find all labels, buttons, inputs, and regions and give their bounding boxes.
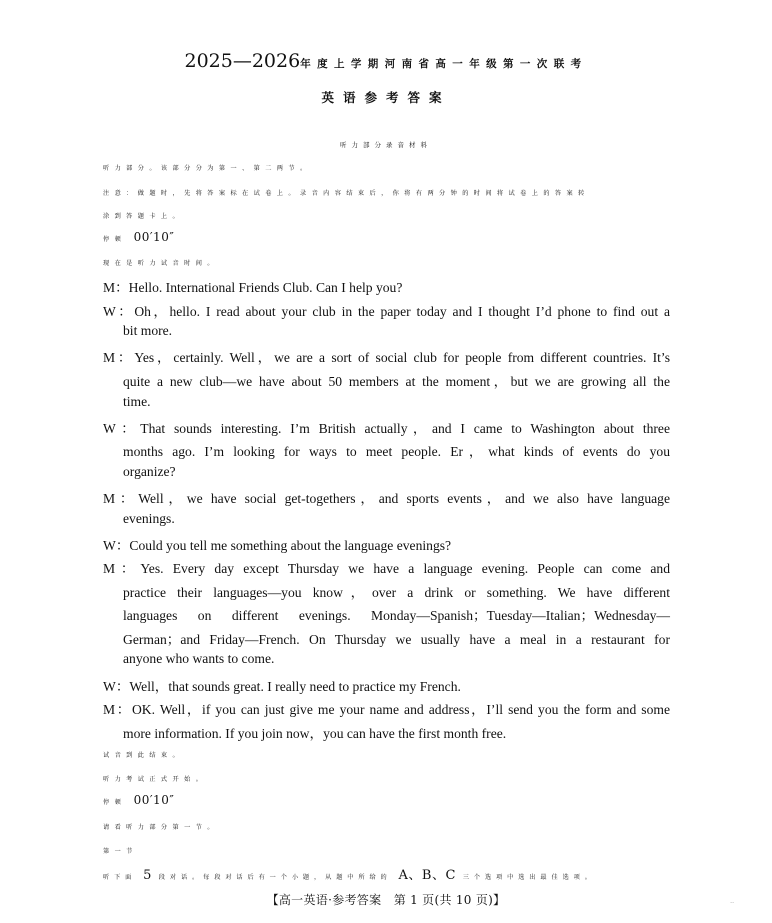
- dialogue-line: M：Hello. International Friends Club. Can I help you?: [103, 280, 403, 295]
- title-year: 2025—2026: [184, 50, 301, 72]
- dialogue-line: M：OK. Well，if you can just give me your name and address，I’ll send you the form and some: [103, 702, 670, 717]
- dialogue-line: months ago. I’m looking for ways to meet people. Er，what kinds of events do you: [123, 444, 670, 459]
- dialogue-line: M：Yes，certainly. Well，we are a sort of social club for people from different countries. It’s: [103, 350, 670, 365]
- dialogue-line: W：Well，that sounds great. I really need to practice my French.: [103, 679, 461, 694]
- pause-line-2: [103, 793, 174, 807]
- pause-line-1: [103, 230, 174, 244]
- page-subtitle: 英语参考答案: [321, 90, 451, 105]
- instr-pre: 听下面: [103, 874, 137, 881]
- pause-time: 00′10″: [133, 793, 175, 807]
- dialogue-line: W：Could you tell me something about the language evenings?: [103, 538, 452, 553]
- dialogue-line: German；and Friday—French. On Thursday we usually have a meal in a restaurant for: [123, 632, 670, 647]
- dialogue-line: quite a new club—we have about 50 members at the moment，but we are growing all the: [123, 374, 670, 389]
- dialogue-line: W：Oh，hello. I read about your club in the paper today and I thought I’d phone to find out a: [103, 304, 670, 319]
- section-one-label: 第一节: [103, 848, 138, 855]
- intro-line-2: 注意：做题时，先将答案标在试卷上。录音内容结束后，你将有两分钟的时间将试卷上的答案转: [103, 190, 590, 197]
- dialogue-line: evenings.: [123, 511, 175, 526]
- start-test-line: 听力考试正式开始。: [103, 776, 208, 783]
- dialogue-line: more information. If you join now，you can have the first month free.: [123, 726, 507, 741]
- dialogue-line: anyone who wants to come.: [123, 651, 275, 666]
- dialogue-line: time.: [123, 394, 151, 409]
- dialogue-line: W：That sounds interesting. I’m British actually，and I came to Washington about three: [103, 421, 670, 436]
- pause-time: 00′10″: [133, 230, 175, 244]
- pause-label: 停顿: [103, 799, 127, 806]
- instr-num: 5: [143, 868, 152, 883]
- dialogue-line: M：Well，we have social get-togethers，and sports events，and we also have language: [103, 491, 670, 506]
- dialogue-line: bit more.: [123, 323, 173, 338]
- section-heading: 听力部分录音材料: [340, 141, 432, 149]
- dialogue-line: languages on different evenings. Monday—Spanish；Tuesday—Italian；Wednesday—: [123, 608, 670, 623]
- dialogue-line: practice their languages—you know，over a drink or something. We have different: [123, 585, 670, 600]
- corner-mark: ··: [730, 900, 734, 907]
- page-title: [0, 50, 772, 72]
- instr-mid: 段对话。每段对话后有一个小题，从题中所给的: [158, 874, 392, 881]
- section-instructions: [103, 864, 596, 883]
- read-section-line: 请看听力部分第一节。: [103, 824, 219, 831]
- instr-post: 三个选项中选出最佳选项。: [462, 874, 596, 881]
- dialogue-line: M：Yes. Every day except Thursday we have a language evening. People can come and: [103, 561, 670, 576]
- intro-line-3: 涂到答题卡上。: [103, 213, 185, 220]
- instr-abc: A、B、C: [398, 868, 456, 883]
- end-trial-line: 试音到此结束。: [103, 752, 185, 759]
- intro-line-5: 现在是听力试音时间。: [103, 260, 219, 267]
- pause-label: 停顿: [103, 236, 127, 243]
- dialogue-line: organize?: [123, 464, 176, 479]
- page-footer: 【高一英语·参考答案 第 1 页(共 10 页)】: [266, 893, 506, 907]
- title-text: 年度上学期河南省高一年级第一次联考: [300, 58, 588, 70]
- intro-line-1: 听力部分。该部分分为第一、第二两节。: [103, 165, 312, 172]
